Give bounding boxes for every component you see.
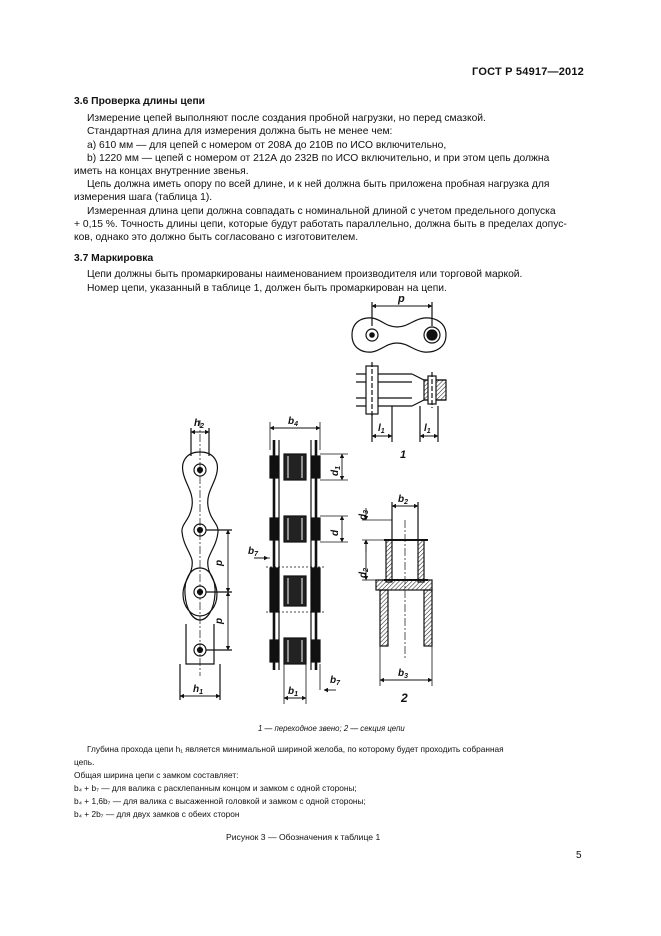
transition-link-top-view [352, 302, 446, 352]
chain-section-side-view [254, 422, 348, 704]
label-b4: $b_4$ [288, 416, 299, 428]
paragraph-line: Измеренная длина цепи должна совпадать с номинальной длиной с учетом предельного допуска [87, 206, 556, 217]
paragraph-line: измерения шага (таблица 1). [74, 192, 213, 203]
label-b7-left: $b_7$ [248, 546, 259, 558]
paragraph-line: Номер цепи, указанный в таблице 1, должен быть промаркирован на цепи. [87, 283, 447, 294]
label-p-side-1: p [214, 559, 225, 566]
transition-link-side-view [356, 362, 446, 442]
label-d3: $d_3$ [358, 509, 370, 520]
view-label-2: 2 [401, 691, 408, 705]
page-number: 5 [576, 850, 582, 861]
note-line: b₄ + b₇ — для валика с расклепанным концом и замком с одной стороны; [74, 783, 357, 793]
label-d1: $d_1$ [330, 465, 342, 476]
label-d2: $d_2$ [358, 567, 370, 578]
section-3-6-heading: 3.6 Проверка длины цепи [74, 96, 205, 107]
label-l1-right: $l_1$ [424, 423, 431, 435]
list-item-a: a) 610 мм — для цепей с номером от 208А до 210В по ИСО включительно, [87, 140, 447, 151]
note-line: цепь. [74, 757, 95, 767]
paragraph-line: + 0,15 %. Точность длины цепи, которые будут работать параллельно, должна быть в пределах допус- [74, 219, 567, 230]
chain-section-cross-view [362, 502, 432, 686]
paragraph-line: ков, однако это должно быть согласовано с изготовителем. [74, 232, 359, 243]
note-line: b₄ + 2b₇ — для двух замков с обеих сторон [74, 809, 240, 819]
section-3-7-heading: 3.7 Маркировка [74, 253, 154, 264]
figure-title: Рисунок 3 — Обозначения к таблице 1 [226, 832, 381, 842]
label-l1-left: $l_1$ [378, 423, 385, 435]
note-line: Глубина прохода цепи h₁ является минимальной шириной желоба, по которому будет проходить собранная [87, 744, 504, 754]
label-p-top: p [398, 293, 405, 305]
view-label-1: 1 [400, 449, 407, 461]
note-line: b₄ + 1,6b₇ — для валика с высаженной головкой и замком с одной стороны; [74, 796, 366, 806]
label-b2: $b_2$ [398, 494, 409, 506]
paragraph-line: Измерение цепей выполняют после создания пробной нагрузки, но перед смазкой. [87, 113, 486, 124]
label-h1: $h_1$ [193, 684, 204, 696]
label-b7-bottom: $b_7$ [330, 675, 341, 687]
figure-legend: 1 — переходное звено; 2 — секция цепи [258, 724, 405, 733]
label-b1: $b_1$ [288, 686, 299, 698]
label-b3: $b_3$ [398, 668, 409, 680]
paragraph-line: Стандартная длина для измерения должна быть не менее чем: [87, 126, 393, 137]
note-line: Общая ширина цепи с замком составляет: [74, 770, 239, 780]
label-p-side-2: p [214, 617, 225, 624]
paragraph-line: иметь на концах внутренние звенья. [74, 166, 249, 177]
paragraph-line: Цепь должна иметь опору по всей длине, и к ней должна быть приложена пробная нагрузка для [87, 179, 550, 190]
label-d1-lower: d [330, 529, 341, 536]
paragraph-line: Цепи должны быть промаркированы наименованием производителя или торговой маркой. [87, 269, 523, 280]
label-h2: $h_2$ [194, 418, 205, 430]
list-item-b: b) 1220 мм — цепей с номером от 212А до 232В по ИСО включительно, и при этом цепь должна [87, 153, 550, 164]
document-id: ГОСТ Р 54917—2012 [472, 66, 584, 78]
